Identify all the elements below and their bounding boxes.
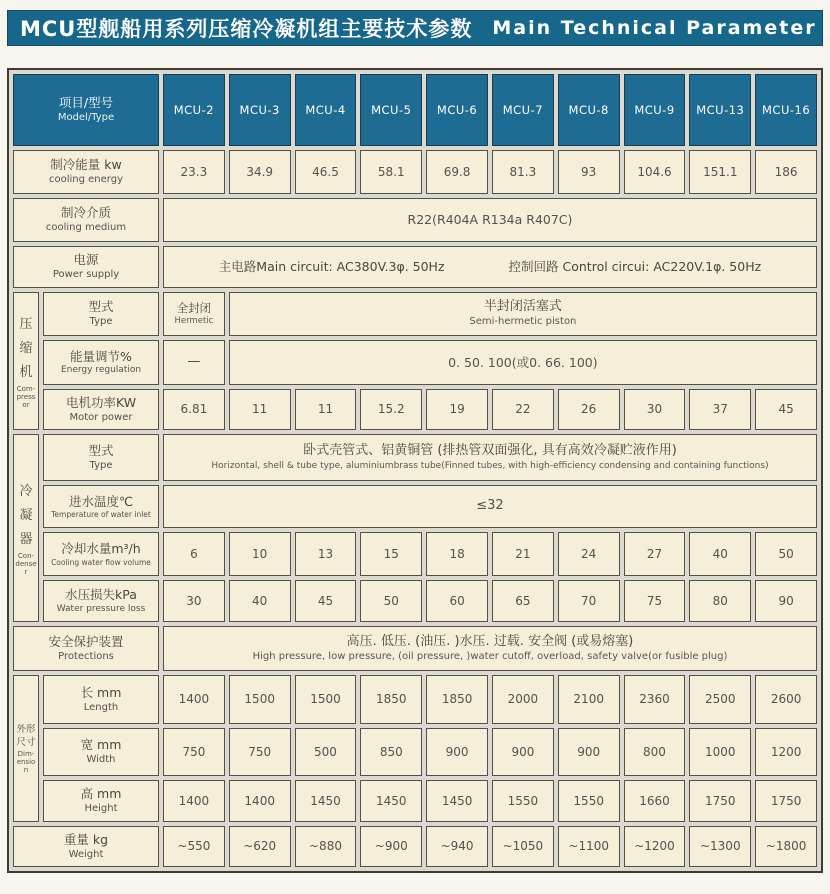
label-en: Motor power [69, 411, 133, 423]
value-cell: 2100 [558, 675, 620, 724]
value-cell: 1500 [229, 675, 291, 724]
value-cell-merged: 半封闭活塞式 Semi-hermetic piston [229, 292, 817, 336]
value-cell: — [163, 340, 225, 385]
value-cell: 40 [229, 580, 291, 622]
label-en: Cooling water flow volume [51, 557, 151, 567]
value-cell: 37 [689, 389, 751, 430]
value-cell: 1450 [426, 780, 488, 822]
model-name: MCU-8 [568, 102, 609, 117]
value-cell-merged: 卧式壳管式、铝黄铜管 (排热管双面强化, 具有高效冷凝贮液作用) Horizontal, shell & tube type, aluminiumbrass tube(Finned tubes, with high-efficiency condensing and containing functions) [163, 434, 817, 481]
param-label-weight [13, 826, 159, 867]
label-en: Type [89, 459, 113, 471]
value-cell: 500 [295, 728, 357, 776]
model-header-cell [689, 74, 751, 146]
value-cell: 58.1 [360, 150, 422, 194]
value-cell: 全封闭 Hermetic [163, 292, 225, 336]
value-cell: ~1050 [492, 826, 554, 867]
value-cell: 900 [492, 728, 554, 776]
value-cell: 1450 [360, 780, 422, 822]
label-cn: 能量调节% [70, 348, 132, 364]
section-dimension: 外形尺寸 Dim- ension [13, 675, 39, 822]
label-en: Temperature of water inlet [51, 510, 151, 520]
value-cell: 70 [558, 580, 620, 622]
label-en: Length [83, 701, 119, 713]
page-title-en: Main Technical Parameter [492, 17, 817, 39]
value-cell: 60 [426, 580, 488, 622]
model-name: MCU-5 [371, 102, 412, 117]
value-cell: 900 [426, 728, 488, 776]
model-header-cell [755, 74, 817, 146]
label-cn: 电源 [73, 252, 99, 268]
model-name: MCU-6 [436, 102, 478, 117]
param-label-energy-regulation [43, 340, 159, 385]
value-cell: 30 [624, 389, 686, 430]
value-cell: ~1800 [755, 826, 817, 867]
value-cell: 1550 [492, 780, 554, 822]
value-cell: 13 [295, 532, 357, 576]
model-header-cell [295, 74, 357, 146]
model-name: MCU-7 [502, 102, 544, 117]
label-en: Weight [68, 848, 104, 860]
value-cell: ~1300 [689, 826, 751, 867]
value-cell: 19 [426, 389, 488, 430]
main-circuit-value: 主电路Main circuit: AC380V.3φ. 50Hz [218, 259, 445, 275]
label-cn: 进水温度℃ [68, 493, 134, 509]
model-header-cell [624, 74, 686, 146]
value-cell-merged: ≤32 [163, 485, 817, 528]
value-cell: 186 [755, 150, 817, 194]
value-cell: 21 [492, 532, 554, 576]
control-circuit-value: 控制回路 Control circui: AC220V.1φ. 50Hz [508, 259, 762, 275]
model-header-cell [426, 74, 488, 146]
value-cell: 1400 [163, 675, 225, 724]
param-label-comp-type [43, 292, 159, 336]
value-cell: 15.2 [360, 389, 422, 430]
param-label-length [43, 675, 159, 724]
param-label-protections [13, 626, 159, 671]
model-header-cell [492, 74, 554, 146]
value-cell: 850 [360, 728, 422, 776]
value-cell: ~940 [426, 826, 488, 867]
value-cell: 11 [295, 389, 357, 430]
header-model-type [13, 74, 159, 146]
label-cn: 制冷介质 [60, 205, 111, 221]
header-label-en: Model/Type [57, 112, 115, 124]
param-label-cooling-water [43, 532, 159, 576]
model-name: MCU-13 [696, 102, 745, 117]
value-cell: 1000 [689, 728, 751, 776]
value-cell: 45 [295, 580, 357, 622]
label-cn: 长 mm [80, 684, 122, 700]
page-title-cn: MCU型舰船用系列压缩冷凝机组主要技术参数 [20, 17, 473, 41]
value-cell: 90 [755, 580, 817, 622]
label-en: cooling energy [49, 174, 123, 186]
section-label-cn: 外形尺寸 [16, 724, 36, 749]
label-cn: 制冷能量 kw [50, 157, 122, 173]
value-cell: 2500 [689, 675, 751, 724]
label-cn: 冷却水量m³/h [61, 541, 141, 556]
value-cell-merged: 高压. 低压. (油压. )水压. 过载. 安全阀 (或易熔塞) High pressure, low pressure, (oil pressure, )water cutoff, overload, safety valve(or fusible plug) [163, 626, 817, 671]
value-cell: 50 [360, 580, 422, 622]
value-cell: 10 [229, 532, 291, 576]
label-en: Protections [58, 650, 114, 662]
model-header-cell [229, 74, 291, 146]
param-label-height [43, 780, 159, 822]
value-cell: ~550 [163, 826, 225, 867]
value-cell: 2360 [624, 675, 686, 724]
value-cell: 15 [360, 532, 422, 576]
section-label-cn: 冷凝器 [19, 483, 33, 547]
value-cell: 11 [229, 389, 291, 430]
param-label-power-supply [13, 246, 159, 288]
value-cell: 27 [624, 532, 686, 576]
value-cell: 104.6 [624, 150, 686, 194]
model-name: MCU-9 [634, 102, 675, 117]
label-cn: 重量 kg [63, 831, 109, 847]
value-cell: ~880 [295, 826, 357, 867]
value-cell: 1660 [624, 780, 686, 822]
model-name: MCU-4 [305, 102, 346, 117]
param-label-cooling-medium [13, 198, 159, 242]
value-cell: 24 [558, 532, 620, 576]
section-condenser: 冷凝器 Con- denser [13, 434, 39, 622]
value-cell: 75 [624, 580, 686, 622]
label-en: Type [89, 316, 113, 328]
value-cell: 1850 [426, 675, 488, 724]
value-cell: 1500 [295, 675, 357, 724]
label-en: cooling medium [45, 222, 127, 234]
label-cn: 水压损失kPa [65, 587, 137, 603]
value-cell: 69.8 [426, 150, 488, 194]
param-label-width [43, 728, 159, 776]
value-cell: 1400 [229, 780, 291, 822]
value-cell: 46.5 [295, 150, 357, 194]
value-cell: 45 [755, 389, 817, 430]
value-cell: 26 [558, 389, 620, 430]
value-cell: 93 [558, 150, 620, 194]
value-cell: 6 [163, 532, 225, 576]
param-label-pressure-loss [43, 580, 159, 622]
value-cell: 750 [163, 728, 225, 776]
parameters-table [7, 68, 823, 873]
value-cell: 23.3 [163, 150, 225, 194]
value-cell-merged: R22(R404A R134a R407C) [163, 198, 817, 242]
value-cell-merged: 0. 50. 100(或0. 66. 100) [229, 340, 817, 385]
value-cell: 750 [229, 728, 291, 776]
label-en: Height [84, 803, 118, 815]
value-cell: 22 [492, 389, 554, 430]
value-cell: 151.1 [689, 150, 751, 194]
value-cell: 40 [689, 532, 751, 576]
value-cell: 1550 [558, 780, 620, 822]
model-header-cell [558, 74, 620, 146]
value-cell: 2000 [492, 675, 554, 724]
title-bar [7, 10, 823, 46]
label-en: Width [86, 754, 116, 766]
value-cell: ~1200 [624, 826, 686, 867]
value-cell: 65 [492, 580, 554, 622]
value-cell: 30 [163, 580, 225, 622]
section-compressor: 压缩机 Com- pressor [13, 292, 39, 430]
label-en: Power supply [52, 269, 120, 281]
value-cell: 1450 [295, 780, 357, 822]
value-cell: 1200 [755, 728, 817, 776]
label-en: Water pressure loss [56, 603, 146, 614]
label-cn: 电机功率KW [65, 394, 137, 410]
value-cell: 2600 [755, 675, 817, 724]
value-cell: ~620 [229, 826, 291, 867]
header-label-cn: 项目/型号 [58, 95, 114, 111]
value-cell: 6.81 [163, 389, 225, 430]
value-cell: 50 [755, 532, 817, 576]
value-cell: ~1100 [558, 826, 620, 867]
model-header-cell [360, 74, 422, 146]
parameters-grid [13, 74, 817, 867]
label-cn: 宽 mm [80, 737, 122, 753]
value-cell: 80 [689, 580, 751, 622]
label-cn: 型式 [88, 299, 114, 315]
value-cell: 900 [558, 728, 620, 776]
value-cell: 18 [426, 532, 488, 576]
value-cell: 1750 [689, 780, 751, 822]
label-cn: 高 mm [80, 786, 122, 802]
param-label-cond-type [43, 434, 159, 481]
model-name: MCU-16 [762, 102, 811, 117]
value-cell: 1850 [360, 675, 422, 724]
model-header-cell [163, 74, 225, 146]
value-cell-merged [163, 246, 817, 288]
value-cell: 81.3 [492, 150, 554, 194]
value-cell: 34.9 [229, 150, 291, 194]
value-cell: 1750 [755, 780, 817, 822]
param-label-cooling-energy [13, 150, 159, 194]
label-en: Energy regulation [60, 365, 142, 376]
model-name: MCU-3 [239, 102, 280, 117]
value-cell: 800 [624, 728, 686, 776]
param-label-water-inlet-temp [43, 485, 159, 528]
model-name: MCU-2 [173, 102, 215, 117]
section-label-cn: 压缩机 [19, 316, 33, 380]
value-cell: ~900 [360, 826, 422, 867]
label-cn: 型式 [88, 442, 114, 458]
value-cell: 1400 [163, 780, 225, 822]
param-label-motor-power [43, 389, 159, 430]
label-cn: 安全保护装置 [48, 633, 124, 649]
